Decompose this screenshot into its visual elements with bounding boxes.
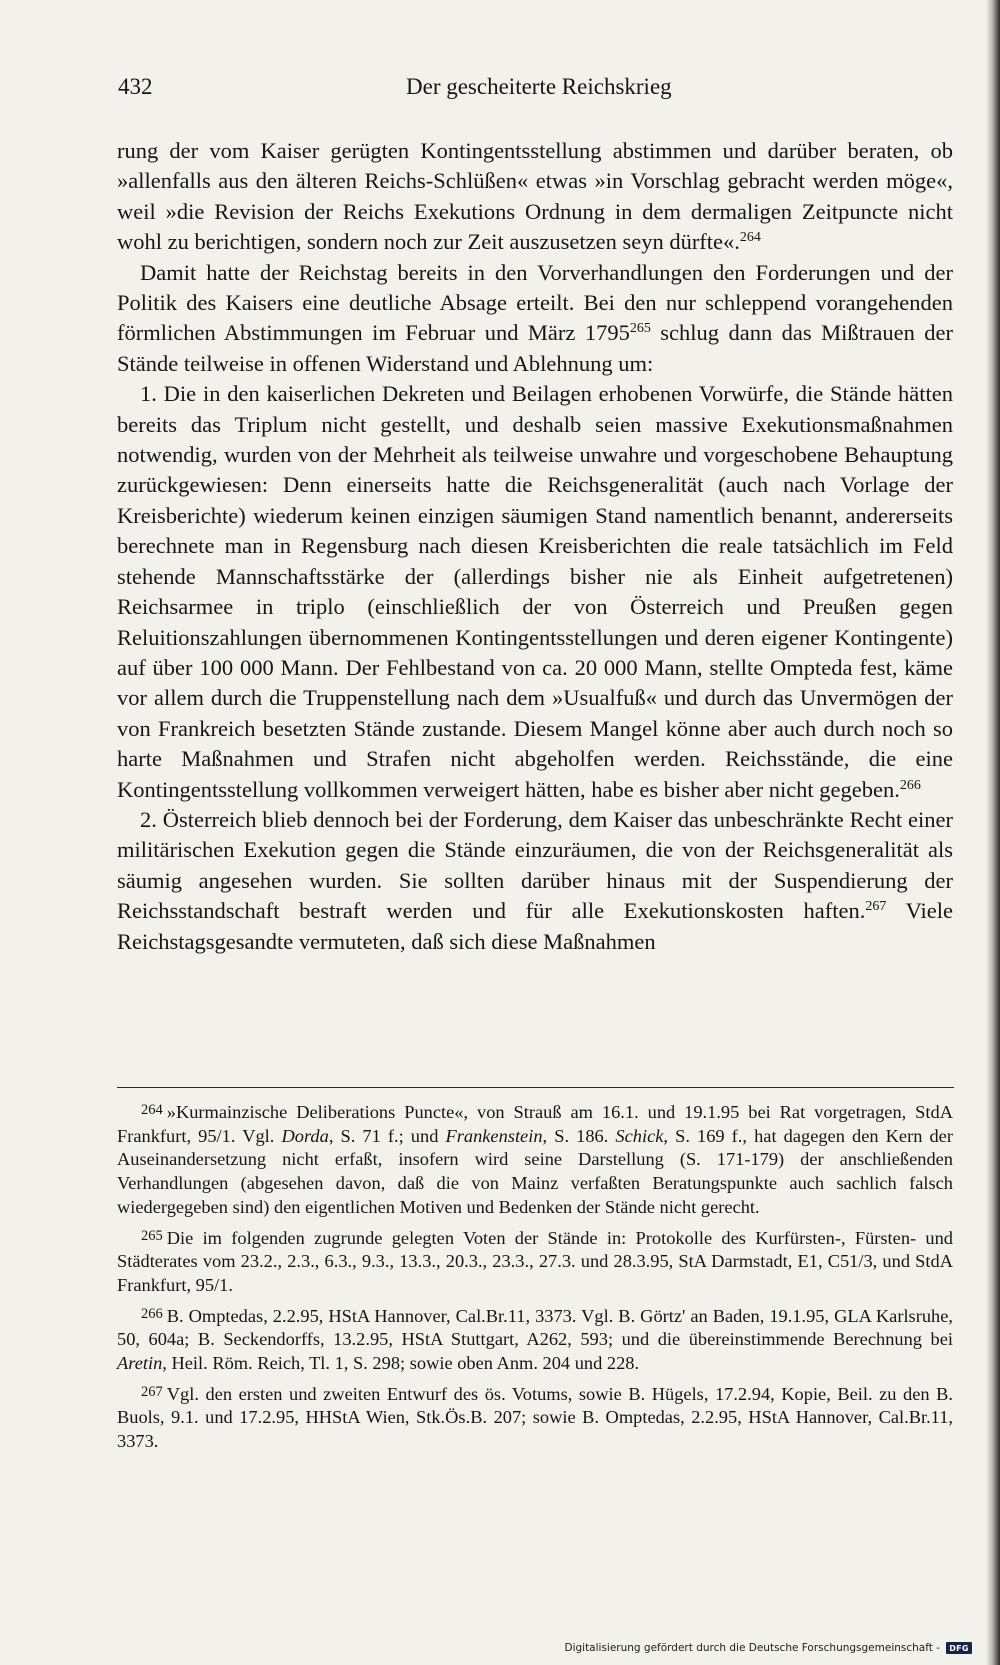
footnotes (117, 1101, 953, 1461)
text-run: Die im folgenden zugrunde gelegten Voten der Stände in: Protokolle des Kurfürsten-, Fürsten- und Städterates vom 23.2., 2.3., 6.3., 9.3., 13.3., 20.3., 23.3., 27.3. und 28.3.95, StA Darmstadt, E1, C51/3, und StdA Frankfurt, 95/1. (117, 1227, 953, 1295)
italic-author-name: Frankenstein (445, 1125, 543, 1146)
italic-author-name: Schick (615, 1125, 664, 1146)
footnote (117, 1227, 953, 1298)
body-paragraph (117, 136, 953, 258)
footnote-number: 264 (141, 1102, 163, 1118)
text-run: Damit hatte der Reichstag bereits in den Vorverhandlungen den Forderungen und der Politik des Kaisers eine deutliche Absage erteilt. Bei den nur schleppend vorangehenden förmlichen Abstimmungen im Februar und März 1795 (117, 259, 953, 346)
digitization-credit (564, 1639, 972, 1657)
footnote (117, 1101, 953, 1220)
running-title: Der gescheiterte Reichskrieg (406, 74, 672, 99)
footnote-divider (117, 1087, 954, 1088)
page-number: 432 (118, 74, 153, 99)
page-edge-shadow (986, 0, 1000, 1665)
text-run: rung der vom Kaiser gerügten Kontingentsstellung abstimmen und darüber beraten, ob »allenfalls aus den älteren Reichs-Schlüßen« etwas »in Vorschlag gebracht werden möge«, weil »die Revision der Reichs Exekutions Ordnung in dem dermaligen Zeitpuncte nicht wohl zu berichtigen, sondern noch zur Zeit auszusetzen seyn dürfte«. (117, 138, 953, 255)
body-paragraph (117, 379, 953, 805)
body-paragraph (117, 805, 953, 957)
text-run: »Kurmainzische Deliberations Puncte«, von Strauß am 16.1. und 19.1.95 bei Rat vorgetragen, StdA Frankfurt, 95/1. Vgl. (117, 1102, 953, 1146)
footnote-number: 266 (141, 1305, 163, 1322)
text-run: , S. 186. (542, 1125, 616, 1146)
footnote (117, 1305, 953, 1376)
footnote (117, 1383, 953, 1454)
text-run: , S. 169 f., hat dagegen den Kern der Auseinandersetzung nicht erfaßt, insofern wird seine Darstellung (S. 171-179) der anschließenden Verhandlungen (abgesehen davon, daß die von Mainz verfaßten Beratungspunkte auch sachlich falsch wiedergegeben sind) den eigentlichen Motiven und Bedenken der Stände nicht gerecht. (117, 1125, 953, 1217)
text-run: Viele Reichstagsgesandte vermuteten, daß sich diese Maßnahmen (117, 898, 953, 954)
footnote-reference: 267 (865, 899, 887, 915)
footnote-reference: 265 (629, 321, 651, 337)
italic-author-name: Dorda (281, 1125, 329, 1146)
footnote-reference: 266 (899, 777, 921, 793)
text-run: schlug dann das Mißtrauen der Stände teilweise in offenen Widerstand und Ablehnung um: (117, 320, 953, 376)
text-run: Vgl. den ersten und zweiten Entwurf des ös. Votums, sowie B. Hügels, 17.2.94, Kopie, Beil. zu den B. Buols, 9.1. und 17.2.95, HHStA Wien, Stk.Ös.B. 207; sowie B. Omptedas, 2.2.95, HStA Hannover, Cal.Br.11, 3373. (117, 1383, 953, 1452)
text-run: B. Omptedas, 2.2.95, HStA Hannover, Cal.Br.11, 3373. Vgl. B. Görtz' an Baden, 19.1.95, GLA Karlsruhe, 50, 604a; B. Seckendorffs, 13.2.95, HStA Stuttgart, A262, 593; und die übereinstimmende Berechnung bei (117, 1305, 953, 1350)
text-run: 1. Die in den kaiserlichen Dekreten und Beilagen erhobenen Vorwürfe, die Stände hätten bereits das Triplum nicht gestellt, und deshalb seien massive Exekutionsmaßnahmen notwendig, wurden von der Mehrheit als teilweise unwahre und vorgeschobene Behauptung zurückgewiesen: Denn einerseits hatte die Reichsgeneralität (auch nach Vorlage der Kreisberichte) wiederum keinen einzigen säumigen Stand namentlich benannt, andererseits berechnete man in Regensburg nach diesen Kreisberichten die reale tatsächlich im Feld stehende Mannschaftsstärke der (allerdings bisher nie als Einheit aufgetretenen) Reichsarmee in triplo (einschließlich der von Österreich und Preußen gegen Reluitionszahlungen übernommenen Kontingentsstellungen und deren eigener Kontingente) auf über 100 000 Mann. Der Fehlbestand von ca. 20 000 Mann, stellte Ompteda fest, käme vor allem durch die Truppenstellung nach dem »Usualfuß« und durch das Unvermögen der von Frankreich besetzten Stände zustande. Diesem Mangel könne aber auch durch noch so harte Maßnahmen und Strafen nicht abgeholfen werden. Reichsstände, die eine Kontingentsstellung vollkommen verweigert hätten, habe es bisher aber nicht gegeben. (117, 381, 953, 802)
italic-author-name: Aretin (117, 1353, 163, 1374)
body-paragraph (117, 258, 953, 380)
text-run: 2. Österreich blieb dennoch bei der Forderung, dem Kaiser das unbeschränkte Recht einer militärischen Exekution gegen die Stände einzuräumen, die von der Reichsgeneralität als säumig angesehen wurden. Sie sollten darüber hinaus mit der Suspendierung der Reichsstandschaft bestraft werden und für alle Exekutionskosten haften. (117, 806, 953, 924)
footnote-number: 267 (141, 1383, 163, 1400)
dfg-logo-icon: DFG (946, 1642, 972, 1654)
footnote-reference: 264 (739, 230, 761, 246)
footnote-number: 265 (141, 1227, 163, 1244)
main-text (117, 136, 953, 957)
text-run: , Heil. Röm. Reich, Tl. 1, S. 298; sowie oben Anm. 204 und 228. (162, 1353, 640, 1374)
credit-text: Digitalisierung gefördert durch die Deutsche Forschungsgemeinschaft - (564, 1642, 940, 1654)
text-run: , S. 71 f.; und (328, 1125, 446, 1146)
running-head (118, 74, 954, 110)
